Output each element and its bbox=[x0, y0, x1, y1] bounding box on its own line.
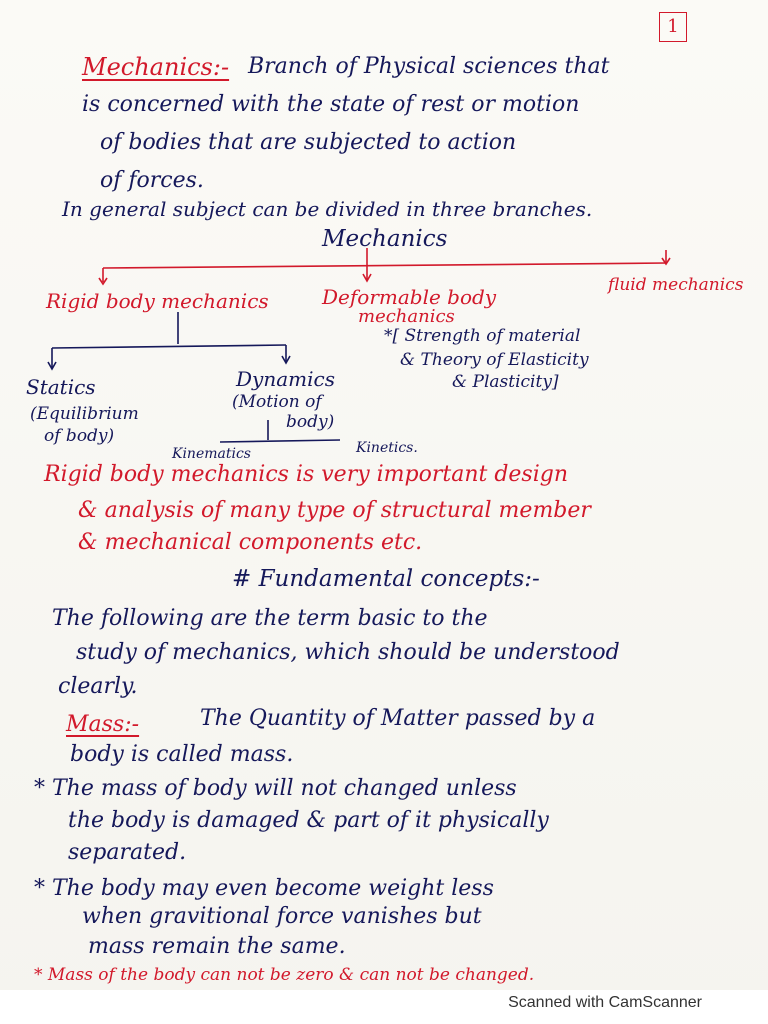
deformable-branch-line-1: Deformable body bbox=[322, 285, 497, 309]
mass-point-2-line-2: when gravitional force vanishes but bbox=[82, 904, 482, 929]
fundamental-line-1: The following are the term basic to the bbox=[52, 606, 488, 631]
statics-label: Statics bbox=[26, 375, 96, 399]
deformable-note-1: *[ Strength of material bbox=[384, 326, 581, 346]
rigid-note-line-3: & mechanical components etc. bbox=[78, 530, 423, 555]
dynamics-label: Dynamics bbox=[236, 367, 335, 391]
deformable-note-3: & Plasticity] bbox=[452, 372, 559, 392]
statics-note-2: of body) bbox=[44, 426, 115, 446]
mass-point-2-line-3: mass remain the same. bbox=[88, 934, 346, 959]
scanner-watermark-text: Scanned with CamScanner bbox=[508, 994, 702, 1011]
statics-note-1: (Equilibrium bbox=[30, 404, 139, 424]
mass-point-1-line-2: the body is damaged & part of it physically bbox=[68, 808, 549, 833]
mass-point-1-line-1: * The mass of body will not changed unless bbox=[34, 776, 517, 801]
fundamental-heading: # Fundamental concepts:- bbox=[232, 566, 540, 592]
deformable-note-2: & Theory of Elasticity bbox=[400, 350, 589, 370]
dynamics-note-2: body) bbox=[286, 412, 335, 432]
mass-definition-2: body is called mass. bbox=[70, 742, 294, 767]
page-number: 1 bbox=[659, 12, 687, 42]
fundamental-line-3: clearly. bbox=[58, 674, 138, 699]
fundamental-line-2: study of mechanics, which should be understood bbox=[76, 640, 620, 665]
mechanics-heading: Mechanics:- bbox=[82, 53, 230, 81]
intro-line-4: of forces. bbox=[100, 168, 204, 193]
kinetics-label: Kinetics. bbox=[356, 440, 418, 456]
intro-line-3: of bodies that are subjected to action bbox=[100, 130, 517, 155]
mass-point-2-line-1: * The body may even become weight less bbox=[34, 876, 494, 901]
intro-line-2: is concerned with the state of rest or motion bbox=[82, 92, 580, 117]
deformable-branch-line-2: mechanics bbox=[358, 306, 455, 327]
dynamics-note-1: (Motion of bbox=[232, 392, 322, 412]
rigid-body-branch: Rigid body mechanics bbox=[46, 289, 269, 313]
tree-root-label: Mechanics bbox=[322, 226, 448, 252]
fluid-branch: fluid mechanics bbox=[608, 275, 744, 295]
mass-point-1-line-3: separated. bbox=[68, 840, 187, 865]
rigid-note-line-2: & analysis of many type of structural member bbox=[78, 498, 591, 523]
mass-point-3: * Mass of the body can not be zero & can not be changed. bbox=[34, 965, 535, 985]
intro-line-1: Branch of Physical sciences that bbox=[248, 54, 610, 79]
mass-label: Mass:- bbox=[66, 712, 140, 737]
mass-definition-1: The Quantity of Matter passed by a bbox=[200, 706, 596, 731]
kinematics-label: Kinematics bbox=[172, 446, 251, 462]
rigid-note-line-1: Rigid body mechanics is very important design bbox=[44, 462, 569, 487]
intro-line-5: In general subject can be divided in three branches. bbox=[62, 197, 593, 221]
scanner-footer bbox=[0, 990, 768, 1024]
